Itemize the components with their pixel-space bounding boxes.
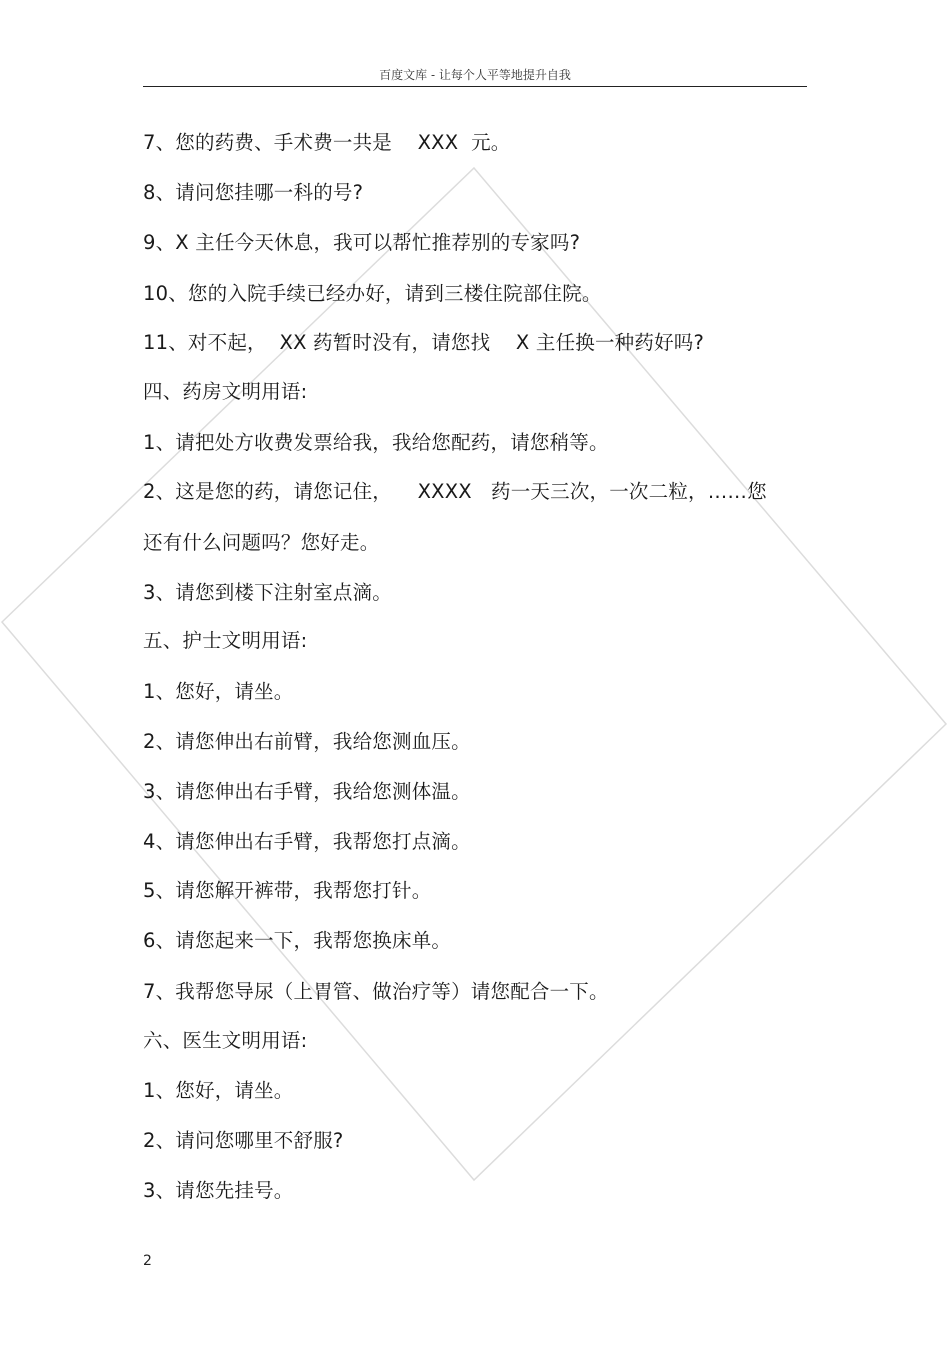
text-line: 3、请您到楼下注射室点滴。 — [143, 581, 393, 604]
text-line: 1、您好，请坐。 — [143, 680, 294, 703]
text-line: 7、您的药费、手术费一共是 XXX 元。 — [143, 131, 511, 154]
text-line: 1、请把处方收费发票给我，我给您配药，请您稍等。 — [143, 431, 609, 454]
text-line: 还有什么问题吗？您好走。 — [143, 531, 380, 554]
header-divider — [143, 86, 807, 87]
page-number: 2 — [143, 1253, 152, 1269]
text-line: 1、您好，请坐。 — [143, 1079, 294, 1102]
text-line: 11、对不起， XX 药暂时没有，请您找 X 主任换一种药好吗? — [143, 331, 705, 354]
text-line: 2、请您伸出右前臂，我给您测血压。 — [143, 730, 471, 753]
section-heading: 六、医生文明用语: — [143, 1029, 308, 1052]
text-line: 3、请您先挂号。 — [143, 1179, 294, 1202]
text-line: 3、请您伸出右手臂，我给您测体温。 — [143, 780, 471, 803]
text-line: 10、您的入院手续已经办好，请到三楼住院部住院。 — [143, 282, 602, 305]
text-line: 4、请您伸出右手臂，我帮您打点滴。 — [143, 830, 471, 853]
section-heading: 五、护士文明用语: — [143, 629, 308, 652]
text-line: 6、请您起来一下，我帮您换床单。 — [143, 929, 452, 952]
page-header: 百度文库 - 让每个人平等地提升自我 — [379, 68, 571, 82]
text-line: 5、请您解开裤带，我帮您打针。 — [143, 879, 432, 902]
text-line: 2、这是您的药，请您记住， XXXX 药一天三次，一次二粒，……您 — [143, 480, 767, 503]
section-heading: 四、药房文明用语: — [143, 380, 308, 403]
text-line: 7、我帮您导尿（上胃管、做治疗等）请您配合一下。 — [143, 980, 609, 1003]
text-line: 2、请问您哪里不舒服? — [143, 1129, 344, 1152]
text-line: 8、请问您挂哪一科的号? — [143, 181, 364, 204]
text-line: 9、X 主任今天休息，我可以帮忙推荐别的专家吗? — [143, 231, 581, 254]
